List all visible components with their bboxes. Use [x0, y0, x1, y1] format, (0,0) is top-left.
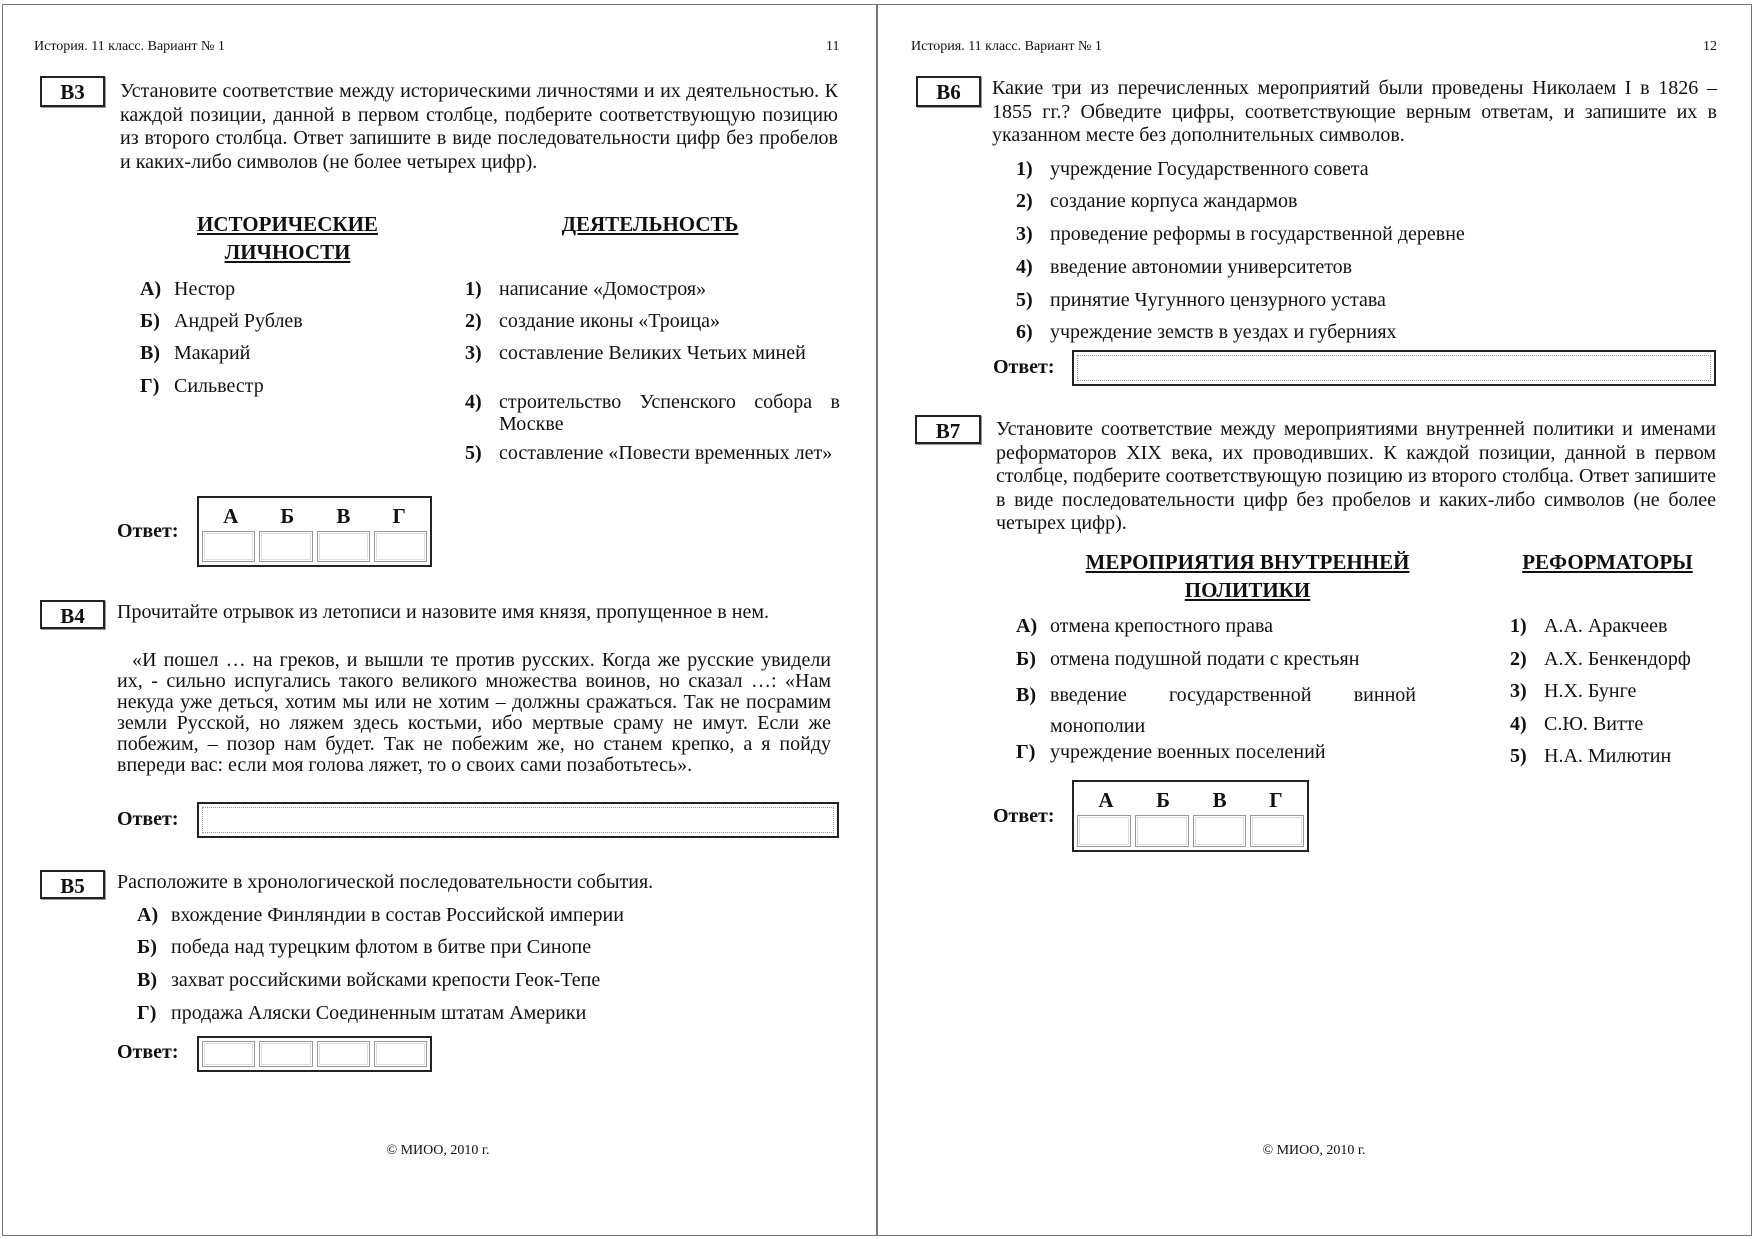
b4-instructions: Прочитайте отрывок из летописи и назовите имя князя, пропущенное в нем. [117, 601, 769, 623]
grid-header: Г [1269, 787, 1283, 812]
grid-headers [1077, 785, 1304, 815]
list-item [465, 278, 840, 300]
item-text: составление Великих Четьих миней [499, 342, 806, 364]
item-key: 1) [1510, 615, 1527, 637]
answer-cell[interactable] [374, 1041, 427, 1067]
item-text: строительство Успенского собора в Москве [499, 391, 840, 435]
item-key: 4) [465, 391, 482, 413]
item-key: 5) [465, 442, 482, 464]
answer-cell[interactable] [1135, 815, 1189, 847]
b7-col1-heading: МЕРОПРИЯТИЯ ВНУТРЕННЕЙ ПОЛИТИКИ [1085, 550, 1410, 602]
list-item [1016, 223, 1716, 245]
page-number: 11 [826, 39, 840, 54]
answer-cell[interactable] [202, 1041, 255, 1067]
b3-col2-heading: ДЕЯТЕЛЬНОСТЬ [561, 212, 739, 236]
item-key: 3) [1016, 223, 1033, 245]
item-key: 5) [1510, 745, 1527, 767]
item-key: А) [1016, 615, 1038, 637]
item-key: 1) [1016, 158, 1033, 180]
b3-col1-heading: ИСТОРИЧЕСКИЕ ЛИЧНОСТИ [197, 212, 378, 264]
list-item [465, 391, 840, 435]
item-key: В) [140, 342, 160, 364]
b6-instructions: Какие три из перечисленных мероприятий были проведены Николаем I в 1826 – 1855 гг.? Обведите цифры, соответствующие верным ответам, и запишите их в указанном месте без дополнительных символов. [992, 77, 1717, 146]
item-key: 3) [465, 342, 482, 364]
item-key: Г) [1016, 741, 1036, 763]
b5-instructions: Расположите в хронологической последовательности события. [117, 871, 654, 893]
grid-header: В [1212, 787, 1227, 812]
answer-cell[interactable] [317, 531, 370, 562]
item-key: Б) [140, 310, 160, 332]
answer-cell[interactable] [1193, 815, 1247, 847]
answer-cell[interactable] [259, 1041, 312, 1067]
list-item [137, 904, 837, 926]
list-item [465, 310, 840, 332]
list-item [1016, 680, 1416, 742]
item-text: создание корпуса жандармов [1050, 190, 1298, 212]
b7-col2-heading: РЕФОРМАТОРЫ [1522, 550, 1693, 574]
list-item [1016, 321, 1716, 343]
b3-instructions: Установите соответствие между историческими личностями и их деятельностью. К каждой позиции, данной в первом столбце, подберите соответствующую позицию из второго столбца. Ответ запишите в виде последовательности цифр без пробелов и каких-либо символов (не более четырех цифр). [120, 80, 838, 173]
item-key: Г) [140, 375, 160, 397]
page-number: 12 [1703, 39, 1717, 54]
item-text: С.Ю. Витте [1544, 713, 1644, 735]
question-label-b7: B7 [915, 415, 981, 444]
item-text: Макарий [174, 342, 251, 364]
item-key: 2) [1016, 190, 1033, 212]
list-item [1016, 615, 1416, 637]
item-key: В) [137, 969, 157, 991]
grid-header: А [223, 503, 239, 528]
question-label-b4: B4 [40, 600, 105, 629]
item-text: Сильвестр [174, 375, 264, 397]
b6-answer-field[interactable] [1072, 350, 1716, 386]
b7-answer-grid [1072, 780, 1309, 852]
list-item [1016, 158, 1716, 180]
grid-header: Б [280, 503, 295, 528]
item-text: составление «Повести временных лет» [499, 442, 833, 464]
item-key: В) [1016, 684, 1036, 706]
answer-cell[interactable] [259, 531, 312, 562]
list-item [1510, 713, 1730, 735]
item-text: введение государственной винной монополии [1050, 684, 1416, 737]
question-label-b6: B6 [916, 76, 981, 107]
item-text: создание иконы «Троица» [499, 310, 721, 332]
grid-header: В [336, 503, 351, 528]
answer-cell[interactable] [1077, 815, 1131, 847]
item-key: А) [137, 904, 159, 926]
grid-header: Г [392, 503, 406, 528]
item-text: написание «Домостроя» [499, 278, 707, 300]
item-text: А.Х. Бенкендорф [1544, 648, 1691, 670]
item-text: учреждение земств в уездах и губерниях [1050, 321, 1397, 343]
item-key: Б) [1016, 648, 1036, 670]
b3-answer-grid [197, 496, 432, 567]
list-item [1016, 648, 1416, 670]
list-item [1016, 289, 1716, 311]
item-text: учреждение Государственного совета [1050, 158, 1369, 180]
item-key: Б) [137, 936, 157, 958]
answer-cell[interactable] [374, 531, 427, 562]
item-text: проведение реформы в государственной деревне [1050, 223, 1465, 245]
b5-answer-grid [197, 1036, 432, 1072]
list-item [1016, 190, 1716, 212]
list-item [137, 969, 837, 991]
item-key: 4) [1510, 713, 1527, 735]
b4-answer-field[interactable] [197, 802, 839, 838]
item-key: А) [140, 278, 162, 300]
list-item [1510, 680, 1730, 702]
b6-answer-label: Ответ: [993, 356, 1055, 378]
item-text: захват российскими войсками крепости Геок-Тепе [171, 969, 601, 991]
grid-header: А [1098, 787, 1114, 812]
item-text: победа над турецким флотом в битве при Синопе [171, 936, 592, 958]
item-text: отмена подушной подати с крестьян [1050, 648, 1360, 670]
page-divider [876, 4, 878, 1236]
page-footer: © МИОО, 2010 г. [1262, 1143, 1366, 1158]
list-item [1016, 741, 1416, 763]
list-item [1016, 256, 1716, 278]
item-key: 2) [1510, 648, 1527, 670]
item-text: Н.Х. Бунге [1544, 680, 1637, 702]
list-item [140, 375, 390, 397]
page-header: История. 11 класс. Вариант № 1 [911, 39, 1102, 54]
answer-cell[interactable] [317, 1041, 370, 1067]
item-text: вхождение Финляндии в состав Российской империи [171, 904, 624, 926]
list-item [137, 936, 837, 958]
item-key: 6) [1016, 321, 1033, 343]
item-text: отмена крепостного права [1050, 615, 1274, 637]
question-label-b5: B5 [40, 870, 105, 899]
item-key: 1) [465, 278, 482, 300]
answer-cell[interactable] [1250, 815, 1304, 847]
list-item [1510, 745, 1730, 767]
item-key: 3) [1510, 680, 1527, 702]
item-text: продажа Аляски Соединенным штатам Америки [171, 1002, 587, 1024]
list-item [1510, 615, 1730, 637]
grid-headers [202, 501, 427, 531]
item-key: Г) [137, 1002, 157, 1024]
item-text: Н.А. Милютин [1544, 745, 1672, 767]
b4-chronicle-quote: «И пошел … на греков, и вышли те против русских. Когда же русские увидели их, - сильно испугались такого великого множества воинов, но сказал …: «Нам некуда уже деться, хотим мы или не хотим – должны сражаться. Так не посрамим земли Русской, но ляжем здесь костьми, ибо мертвые сраму не имут. Если же побежим, – позор нам будет. Так не побежим же, но станем крепко, а я пойду впереди вас: если моя голова ляжет, то о своих сами позаботьтесь». [117, 649, 831, 776]
item-text: принятие Чугунного цензурного устава [1050, 289, 1386, 311]
b7-answer-label: Ответ: [993, 805, 1055, 827]
list-item [137, 1002, 837, 1024]
item-key: 5) [1016, 289, 1033, 311]
list-item [140, 278, 390, 300]
item-text: учреждение военных поселений [1050, 741, 1326, 763]
item-text: А.А. Аракчеев [1544, 615, 1668, 637]
b5-answer-label: Ответ: [117, 1041, 179, 1063]
grid-header: Б [1156, 787, 1170, 812]
item-key: 4) [1016, 256, 1033, 278]
item-text: введение автономии университетов [1050, 256, 1353, 278]
b3-answer-label: Ответ: [117, 520, 179, 542]
list-item [465, 342, 840, 364]
b7-instructions: Установите соответствие между мероприятиями внутренней политики и именами реформаторов XIX века, их проводивших. К каждой позиции, данной в первом столбце, подберите соответствующую позицию из второго столбца. Ответ запишите в виде последовательности цифр без пробелов и каких-либо символов (не более четырех цифр). [996, 418, 1716, 534]
list-item [140, 342, 390, 364]
item-text: Нестор [174, 278, 236, 300]
item-key: 2) [465, 310, 482, 332]
b4-answer-label: Ответ: [117, 808, 179, 830]
list-item [140, 310, 390, 332]
list-item [1510, 648, 1730, 670]
list-item [465, 442, 840, 464]
page-header: История. 11 класс. Вариант № 1 [34, 39, 225, 54]
question-label-b3: B3 [40, 76, 105, 107]
page-footer: © МИОО, 2010 г. [386, 1143, 490, 1158]
item-text: Андрей Рублев [174, 310, 303, 332]
answer-cell[interactable] [202, 531, 255, 562]
